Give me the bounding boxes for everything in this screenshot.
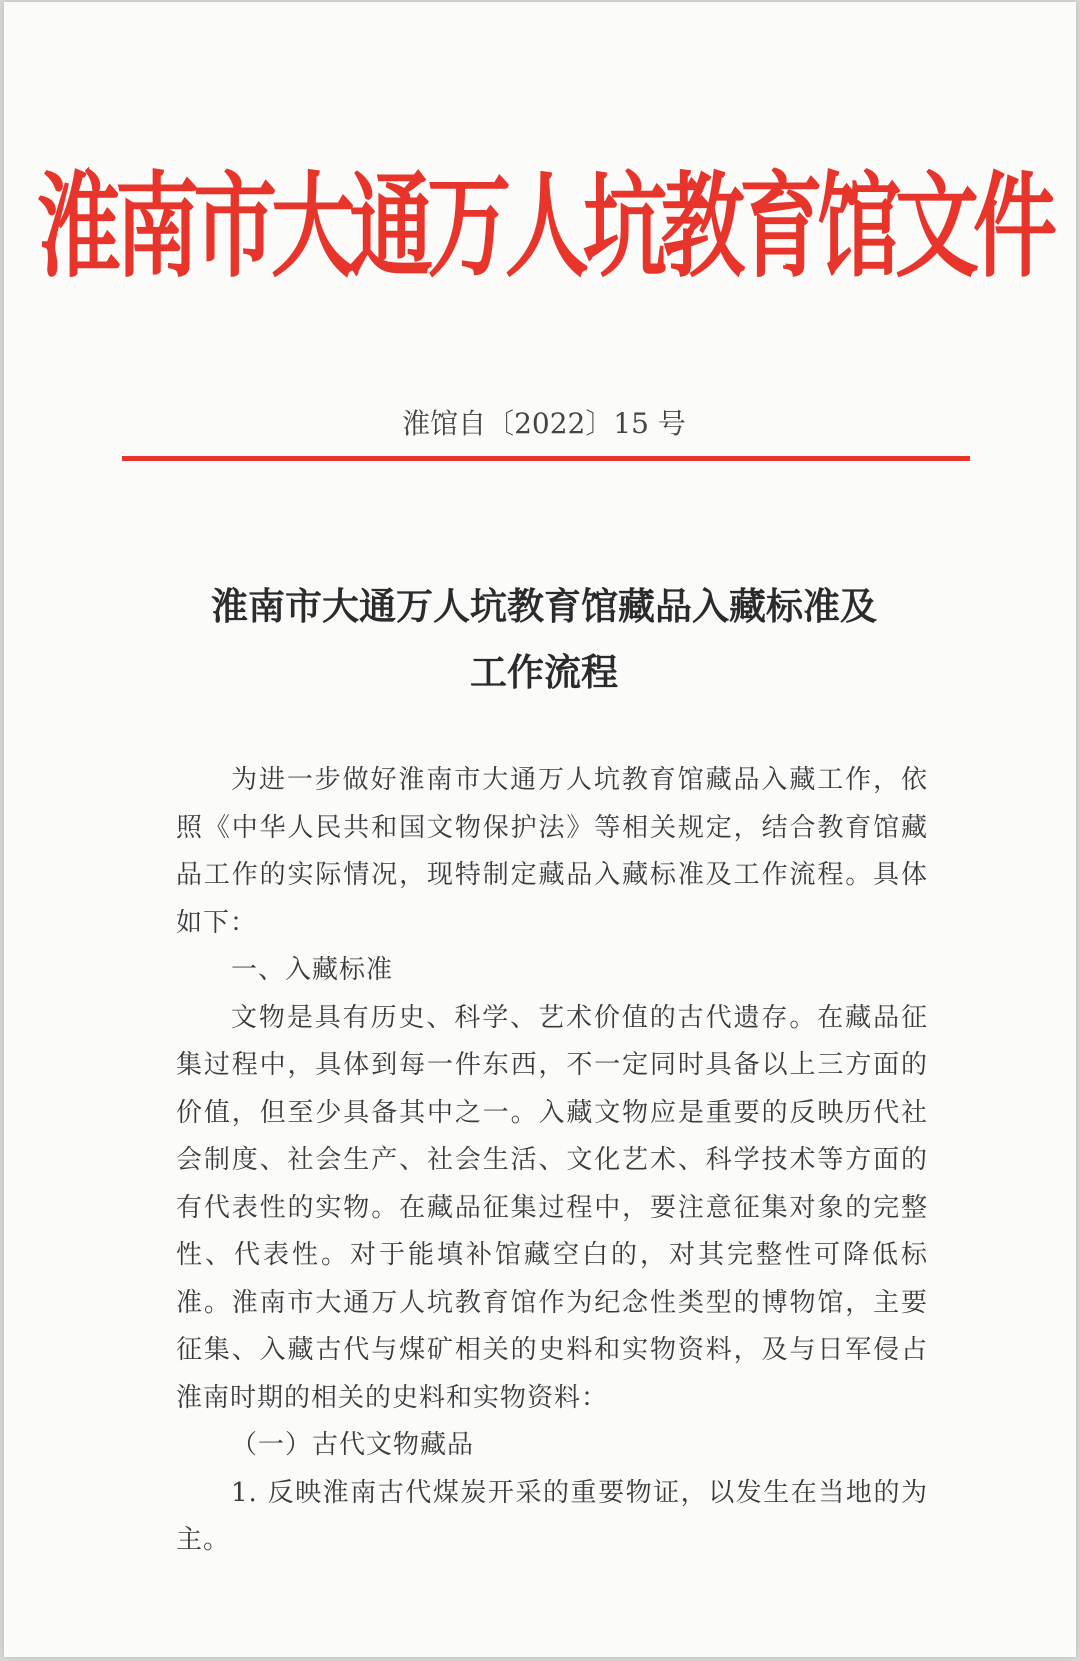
document-header-title: 淮南市大通万人坑教育馆文件 (36, 160, 1051, 293)
intro-paragraph: 为进一步做好淮南市大通万人坑教育馆藏品入藏工作，依照《中华人民共和国文物保护法》等相关规定，结合教育馆藏品工作的实际情况，现特制定藏品入藏标准及工作流程。具体如下： (176, 765, 928, 938)
list-item: 1. 反映淮南古代煤炭开采的重要物证，以发生在当地的为主。 (176, 1477, 928, 1555)
document-number: 淮馆自〔2022〕15 号 (402, 407, 686, 440)
document-body (176, 757, 928, 1565)
document-page (4, 2, 1076, 1657)
header-divider (122, 456, 970, 461)
document-title (154, 574, 934, 706)
section-heading: 一、入藏标准 (231, 955, 394, 985)
title-line-1: 淮南市大通万人坑教育馆藏品入藏标准及 (211, 585, 877, 628)
title-line-2: 工作流程 (470, 651, 618, 694)
section-paragraph: 文物是具有历史、科学、艺术价值的古代遗存。在藏品征集过程中，具体到每一件东西，不一定同时具备以上三方面的价值，但至少具备其中之一。入藏文物应是重要的反映历代社会制度、社会生产、社会生活、文化艺术、科学技术等方面的有代表性的实物。在藏品征集过程中，要注意征集对象的完整性、代表性。对于能填补馆藏空白的，对其完整性可降低标准。淮南市大通万人坑教育馆作为纪念性类型的博物馆，主要征集、入藏古代与煤矿相关的史料和实物资料，及与日军侵占淮南时期的相关的史料和实物资料： (176, 1002, 928, 1413)
subsection-heading: （一）古代文物藏品 (231, 1430, 475, 1460)
